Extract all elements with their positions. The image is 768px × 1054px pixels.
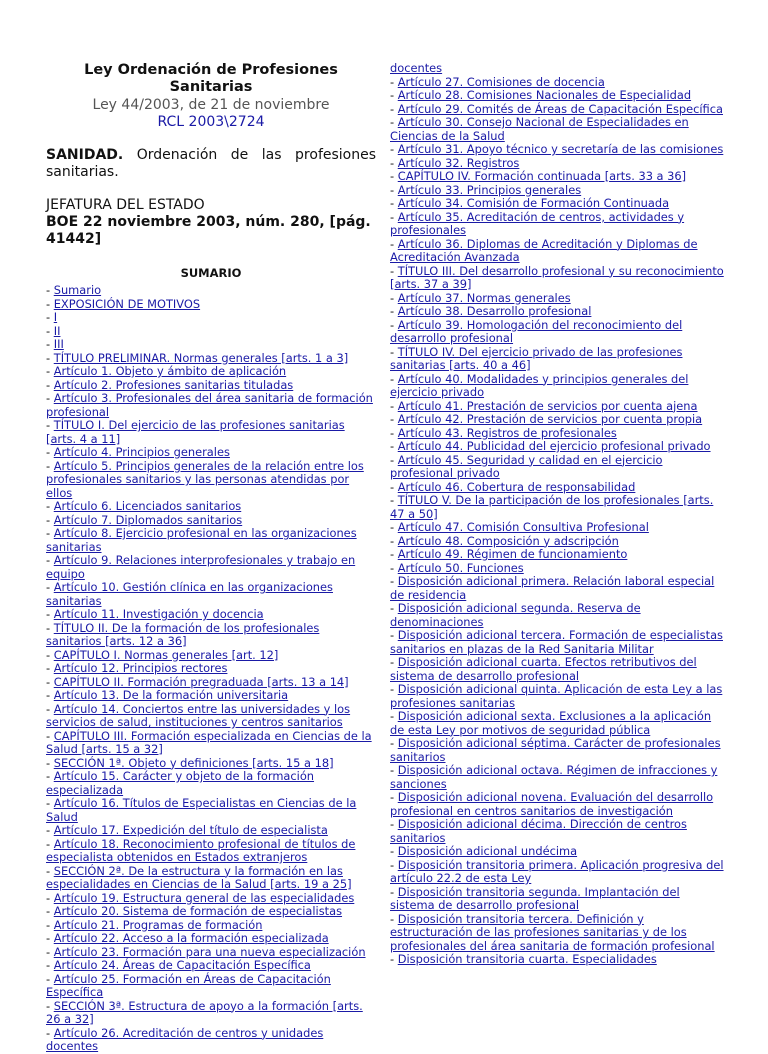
toc-dash: - bbox=[46, 445, 54, 459]
toc-link[interactable]: Disposición adicional séptima. Carácter de profesionales sanitarios bbox=[390, 736, 721, 764]
toc-link[interactable]: SECCIÓN 2ª. De la estructura y la formación en las especialidades en Ciencias de la Salud [arts. 19 a 25] bbox=[46, 863, 352, 891]
toc-item bbox=[46, 284, 376, 298]
toc-link[interactable]: Disposición adicional segunda. Reserva de denominaciones bbox=[390, 601, 641, 629]
toc-item bbox=[390, 494, 725, 521]
toc-dash: - bbox=[390, 844, 398, 858]
toc-link[interactable]: Artículo 30. Consejo Nacional de Especialidades en Ciencias de la Salud bbox=[390, 115, 689, 143]
toc-dash: - bbox=[390, 547, 398, 561]
toc-item bbox=[390, 197, 725, 211]
toc-link[interactable]: Artículo 36. Diplomas de Acreditación y Diplomas de Acreditación Avanzada bbox=[390, 236, 698, 264]
toc-item bbox=[390, 710, 725, 737]
toc-item bbox=[46, 527, 376, 554]
toc-dash: - bbox=[46, 836, 54, 851]
toc-dash: - bbox=[46, 904, 54, 918]
toc-link[interactable]: Disposición adicional undécima bbox=[397, 844, 578, 858]
toc-dash: - bbox=[46, 769, 54, 783]
toc-item bbox=[46, 676, 376, 690]
toc-link[interactable]: Artículo 11. Investigación y docencia bbox=[53, 607, 264, 621]
toc-link[interactable]: Artículo 13. De la formación universitaria bbox=[53, 688, 289, 702]
toc-dash: - bbox=[390, 304, 398, 318]
toc-link[interactable]: Artículo 18. Reconocimiento profesional de títulos de especialista obtenidos en Estados extranjeros bbox=[46, 836, 356, 864]
toc-link[interactable]: Artículo 15. Carácter y objeto de la formación especializada bbox=[46, 769, 315, 797]
toc-item bbox=[46, 298, 376, 312]
toc-dash: - bbox=[46, 526, 54, 540]
toc-link[interactable]: Artículo 46. Cobertura de responsabilidad bbox=[397, 479, 636, 494]
toc-item bbox=[390, 886, 725, 913]
toc-item bbox=[390, 76, 725, 90]
toc-link[interactable]: Artículo 17. Expedición del título de especialista bbox=[53, 823, 328, 837]
toc-dash: - bbox=[46, 647, 54, 662]
toc-dash: - bbox=[390, 736, 398, 750]
toc-dash: - bbox=[390, 533, 398, 548]
toc-item bbox=[390, 292, 725, 306]
toc-link[interactable]: Disposición transitoria primera. Aplicación progresiva del artículo 22.2 de esta Ley bbox=[390, 857, 724, 885]
toc-item bbox=[46, 392, 376, 419]
toc-dash: - bbox=[46, 418, 54, 432]
toc-link[interactable]: Artículo 49. Régimen de funcionamiento bbox=[397, 547, 628, 561]
toc-item bbox=[46, 865, 376, 892]
rcl-reference: RCL 2003\2724 bbox=[157, 114, 265, 130]
toc-dash: - bbox=[46, 755, 54, 770]
toc-item bbox=[390, 305, 725, 319]
toc-item bbox=[390, 602, 725, 629]
toc-dash: - bbox=[390, 88, 398, 102]
toc-link[interactable]: Sumario bbox=[53, 283, 102, 297]
toc-link[interactable]: docentes bbox=[390, 61, 443, 75]
toc-dash: - bbox=[390, 709, 398, 723]
toc-dash: - bbox=[46, 863, 54, 878]
toc-item bbox=[390, 440, 725, 454]
toc-dash: - bbox=[46, 499, 54, 513]
toc-dash: - bbox=[390, 398, 398, 413]
toc-item bbox=[390, 211, 725, 238]
toc-link[interactable]: Disposición adicional octava. Régimen de infracciones y sanciones bbox=[390, 763, 718, 791]
toc-item bbox=[390, 143, 725, 157]
toc-link[interactable]: Artículo 28. Comisiones Nacionales de Especialidad bbox=[397, 88, 692, 102]
toc-item bbox=[46, 824, 376, 838]
toc-link[interactable]: TÍTULO II. De la formación de los profesionales sanitarios [arts. 12 a 36] bbox=[46, 620, 320, 648]
toc-item bbox=[46, 311, 376, 325]
toc-link[interactable]: Artículo 48. Composición y adscripción bbox=[397, 533, 619, 548]
toc-link[interactable]: Artículo 4. Principios generales bbox=[53, 445, 230, 459]
sanidad-paragraph bbox=[46, 147, 376, 181]
toc-dash: - bbox=[46, 607, 54, 621]
toc-item bbox=[46, 649, 376, 663]
toc-item bbox=[46, 946, 376, 960]
toc-link[interactable]: III bbox=[53, 337, 64, 351]
toc-link[interactable]: Disposición transitoria cuarta. Especialidades bbox=[397, 952, 657, 966]
toc-dash: - bbox=[390, 439, 398, 453]
toc-item bbox=[390, 319, 725, 346]
toc-link[interactable]: Disposición adicional primera. Relación laboral especial de residencia bbox=[390, 574, 715, 602]
toc-item bbox=[46, 338, 376, 352]
toc-dash: - bbox=[46, 958, 54, 972]
toc-link[interactable]: EXPOSICIÓN DE MOTIVOS bbox=[53, 296, 201, 311]
toc-item bbox=[390, 265, 725, 292]
toc-link[interactable]: Artículo 41. Prestación de servicios por cuenta ajena bbox=[397, 398, 698, 413]
toc-dash: - bbox=[46, 310, 54, 324]
toc-dash: - bbox=[390, 560, 398, 575]
sanidad-text: Ordenación de las profesiones sanitarias. bbox=[46, 147, 377, 180]
toc-item bbox=[46, 757, 376, 771]
toc-dash: - bbox=[46, 580, 54, 594]
toc-dash: - bbox=[46, 728, 54, 743]
toc-link[interactable]: Artículo 23. Formación para una nueva especialización bbox=[53, 944, 366, 959]
toc-item bbox=[46, 662, 376, 676]
toc-dash: - bbox=[46, 364, 54, 378]
toc-dash: - bbox=[46, 823, 54, 837]
toc-item bbox=[46, 770, 376, 797]
toc-link[interactable]: Disposición adicional tercera. Formación de especialistas sanitarios en plazas de la Red Sanitaria Militar bbox=[390, 628, 723, 656]
toc-dash: - bbox=[46, 323, 54, 338]
toc-dash: - bbox=[390, 263, 398, 278]
toc-dash: - bbox=[390, 371, 398, 386]
toc-dash: - bbox=[46, 1025, 54, 1040]
toc-item bbox=[390, 481, 725, 495]
toc-dash: - bbox=[46, 890, 54, 905]
toc-item bbox=[390, 845, 725, 859]
right-column bbox=[390, 62, 725, 967]
toc-item bbox=[46, 1027, 376, 1054]
toc-dash: - bbox=[390, 317, 398, 332]
toc-link[interactable]: TÍTULO III. Del desarrollo profesional y su reconocimiento [arts. 37 a 39] bbox=[390, 263, 724, 291]
toc-link[interactable]: Artículo 7. Diplomados sanitarios bbox=[53, 512, 243, 527]
toc-item bbox=[390, 238, 725, 265]
toc-item bbox=[390, 764, 725, 791]
toc-dash: - bbox=[390, 452, 398, 467]
toc-item bbox=[46, 892, 376, 906]
toc-item bbox=[46, 703, 376, 730]
toc-item bbox=[390, 548, 725, 562]
toc-dash: - bbox=[390, 952, 398, 966]
toc-link[interactable]: Disposición adicional quinta. Aplicación de esta Ley a las profesiones sanitarias bbox=[390, 682, 723, 710]
toc-link[interactable]: Disposición adicional sexta. Exclusiones a la aplicación de esta Ley por motivos de seguridad pública bbox=[390, 709, 712, 737]
toc-link[interactable]: CAPÍTULO IV. Formación continuada [arts. 33 a 36] bbox=[397, 169, 687, 183]
toc-left-list bbox=[46, 284, 376, 1054]
sanidad-label: SANIDAD. bbox=[46, 147, 124, 163]
toc-link[interactable]: Artículo 9. Relaciones interprofesionales y trabajo en equipo bbox=[46, 553, 356, 581]
toc-dash: - bbox=[46, 512, 54, 527]
toc-item bbox=[390, 953, 725, 967]
toc-link[interactable]: Artículo 38. Desarrollo profesional bbox=[397, 304, 592, 318]
toc-link[interactable]: TÍTULO IV. Del ejercicio privado de las profesiones sanitarias [arts. 40 a 46] bbox=[390, 344, 683, 372]
toc-link[interactable]: Artículo 16. Títulos de Especialistas en Ciencias de la Salud bbox=[46, 796, 357, 824]
toc-dash: - bbox=[46, 931, 54, 945]
toc-link[interactable]: Artículo 20. Sistema de formación de especialistas bbox=[53, 904, 343, 918]
toc-link[interactable]: Artículo 26. Acreditación de centros y unidades docentes bbox=[46, 1025, 324, 1053]
toc-item bbox=[46, 446, 376, 460]
toc-item bbox=[46, 622, 376, 649]
toc-link[interactable]: CAPÍTULO I. Normas generales [art. 12] bbox=[53, 647, 279, 662]
toc-link[interactable]: Artículo 5. Principios generales de la relación entre los profesionales sanitarios y las personas atendidas por ellos bbox=[46, 458, 364, 500]
toc-item bbox=[46, 932, 376, 946]
toc-link[interactable]: Artículo 31. Apoyo técnico y secretaría de las comisiones bbox=[397, 142, 724, 156]
toc-item bbox=[390, 859, 725, 886]
toc-item bbox=[390, 562, 725, 576]
toc-link[interactable]: Artículo 2. Profesiones sanitarias tituladas bbox=[53, 377, 294, 392]
toc-dash: - bbox=[390, 101, 398, 116]
toc-link[interactable]: Artículo 43. Registros de profesionales bbox=[397, 425, 617, 440]
toc-dash: - bbox=[46, 620, 54, 635]
toc-link[interactable]: Artículo 27. Comisiones de docencia bbox=[397, 74, 605, 89]
toc-item bbox=[390, 157, 725, 171]
toc-link[interactable]: Artículo 24. Áreas de Capacitación Específica bbox=[53, 958, 311, 972]
toc-dash: - bbox=[390, 857, 398, 872]
toc-dash: - bbox=[390, 790, 398, 804]
toc-item bbox=[390, 89, 725, 103]
toc-item bbox=[46, 689, 376, 703]
toc-link[interactable]: Artículo 44. Publicidad del ejercicio profesional privado bbox=[397, 439, 711, 453]
toc-link[interactable]: Artículo 37. Normas generales bbox=[397, 290, 571, 305]
toc-dash: - bbox=[390, 196, 398, 210]
toc-dash: - bbox=[46, 944, 54, 959]
toc-link[interactable]: Artículo 3. Profesionales del área sanitaria de formación profesional bbox=[46, 391, 373, 419]
toc-item bbox=[46, 581, 376, 608]
toc-dash: - bbox=[390, 884, 398, 899]
toc-link[interactable]: Disposición adicional cuarta. Efectos retributivos del sistema de desarrollo profesional bbox=[390, 655, 697, 683]
toc-dash: - bbox=[390, 412, 398, 426]
toc-dash: - bbox=[390, 817, 398, 831]
toc-dash: - bbox=[46, 350, 54, 365]
jefatura-line: JEFATURA DEL ESTADO bbox=[46, 197, 205, 213]
toc-item bbox=[46, 973, 376, 1000]
toc-link[interactable]: Artículo 8. Ejercicio profesional en las organizaciones sanitarias bbox=[46, 526, 357, 554]
toc-link[interactable]: Artículo 19. Estructura general de las especialidades bbox=[53, 890, 355, 905]
toc-dash: - bbox=[390, 763, 398, 777]
toc-item bbox=[46, 325, 376, 339]
toc-item bbox=[390, 521, 725, 535]
toc-link[interactable]: Artículo 22. Acceso a la formación especializada bbox=[53, 931, 329, 945]
toc-item bbox=[46, 608, 376, 622]
toc-link[interactable]: Artículo 29. Comités de Áreas de Capacitación Específica bbox=[397, 101, 723, 116]
toc-link[interactable]: Artículo 50. Funciones bbox=[397, 560, 524, 575]
toc-item bbox=[46, 905, 376, 919]
toc-right-list bbox=[390, 62, 725, 967]
toc-item bbox=[46, 797, 376, 824]
toc-link[interactable]: II bbox=[53, 323, 61, 338]
toc-link[interactable]: Artículo 39. Homologación del reconocimiento del desarrollo profesional bbox=[390, 317, 683, 345]
toc-link[interactable]: Artículo 35. Acreditación de centros, actividades y profesionales bbox=[390, 209, 685, 237]
toc-link[interactable]: Artículo 10. Gestión clínica en las organizaciones sanitarias bbox=[46, 580, 333, 608]
toc-item bbox=[390, 103, 725, 117]
toc-item bbox=[390, 535, 725, 549]
toc-link[interactable]: CAPÍTULO III. Formación especializada en Ciencias de la Salud [arts. 15 a 32] bbox=[46, 728, 372, 756]
toc-dash: - bbox=[390, 209, 398, 224]
toc-link[interactable]: Disposición adicional décima. Dirección de centros sanitarios bbox=[390, 817, 687, 845]
toc-item bbox=[390, 116, 725, 143]
sumario-heading: SUMARIO bbox=[180, 266, 242, 280]
toc-item bbox=[390, 575, 725, 602]
toc-item bbox=[46, 919, 376, 933]
toc-dash: - bbox=[390, 290, 398, 305]
toc-dash: - bbox=[46, 674, 54, 689]
toc-item bbox=[46, 838, 376, 865]
toc-link[interactable]: Artículo 6. Licenciados sanitarios bbox=[53, 499, 242, 513]
toc-link[interactable]: TÍTULO PRELIMINAR. Normas generales [arts. 1 a 3] bbox=[53, 350, 349, 365]
toc-link[interactable]: Artículo 34. Comisión de Formación Continuada bbox=[397, 196, 670, 210]
toc-item bbox=[46, 352, 376, 366]
toc-item bbox=[390, 737, 725, 764]
toc-link[interactable]: Artículo 25. Formación en Áreas de Capacitación Específica bbox=[46, 971, 331, 999]
toc-dash: - bbox=[46, 998, 54, 1013]
toc-dash: - bbox=[390, 682, 398, 696]
toc-dash: - bbox=[390, 493, 398, 507]
toc-link[interactable]: Artículo 47. Comisión Consultiva Profesional bbox=[397, 520, 649, 534]
toc-dash: - bbox=[390, 425, 398, 440]
toc-dash: - bbox=[390, 169, 398, 183]
toc-link[interactable]: Disposición transitoria segunda. Implantación del sistema de desarrollo profesional bbox=[390, 884, 680, 912]
toc-item bbox=[390, 413, 725, 427]
toc-link[interactable]: Artículo 21. Programas de formación bbox=[53, 917, 263, 932]
toc-item bbox=[390, 427, 725, 441]
toc-item bbox=[46, 1000, 376, 1027]
toc-dash: - bbox=[390, 520, 398, 534]
toc-item bbox=[46, 419, 376, 446]
toc-link[interactable]: TÍTULO V. De la participación de los profesionales [arts. 47 a 50] bbox=[390, 493, 714, 521]
toc-link[interactable]: SECCIÓN 3ª. Estructura de apoyo a la formación [arts. 26 a 32] bbox=[46, 998, 363, 1026]
toc-link[interactable]: Artículo 42. Prestación de servicios por cuenta propia bbox=[397, 412, 703, 426]
toc-link[interactable]: Disposición transitoria tercera. Definición y estructuración de las profesiones sanitarias y de los profesionales del área sanitaria de formación profesional bbox=[390, 911, 715, 953]
toc-item bbox=[390, 683, 725, 710]
toc-dash: - bbox=[390, 115, 398, 129]
toc-item bbox=[46, 514, 376, 528]
toc-dash: - bbox=[46, 971, 54, 986]
toc-dash: - bbox=[390, 155, 398, 170]
toc-item bbox=[390, 62, 725, 76]
toc-dash: - bbox=[46, 458, 54, 473]
toc-dash: - bbox=[46, 337, 54, 351]
left-column bbox=[46, 62, 376, 1054]
toc-item bbox=[390, 373, 725, 400]
toc-item bbox=[390, 170, 725, 184]
toc-dash: - bbox=[46, 377, 54, 392]
toc-dash: - bbox=[390, 479, 398, 494]
toc-dash: - bbox=[46, 688, 54, 702]
toc-item bbox=[46, 554, 376, 581]
toc-dash: - bbox=[390, 182, 398, 197]
toc-link[interactable]: CAPÍTULO II. Formación pregraduada [arts. 13 a 14] bbox=[53, 674, 349, 689]
toc-item bbox=[390, 400, 725, 414]
toc-item bbox=[390, 656, 725, 683]
toc-dash: - bbox=[390, 601, 398, 615]
toc-item bbox=[390, 913, 725, 954]
toc-item bbox=[46, 379, 376, 393]
toc-dash: - bbox=[390, 628, 398, 642]
document-title: Ley Ordenación de Profesiones Sanitarias bbox=[84, 62, 338, 95]
toc-link[interactable]: Disposición adicional novena. Evaluación del desarrollo profesional en centros sanitarios de investigación bbox=[390, 790, 714, 818]
toc-dash: - bbox=[46, 661, 54, 675]
toc-link[interactable]: Artículo 12. Principios rectores bbox=[53, 661, 228, 675]
toc-item bbox=[390, 818, 725, 845]
toc-item bbox=[46, 500, 376, 514]
toc-link[interactable]: Artículo 32. Registros bbox=[397, 155, 520, 170]
toc-link[interactable]: Artículo 40. Modalidades y principios generales del ejercicio privado bbox=[390, 371, 689, 399]
toc-dash: - bbox=[390, 344, 398, 359]
toc-dash: - bbox=[46, 391, 54, 405]
toc-dash: - bbox=[46, 283, 54, 297]
toc-item bbox=[390, 454, 725, 481]
toc-dash: - bbox=[390, 74, 398, 89]
toc-link[interactable]: Artículo 45. Seguridad y calidad en el ejercicio profesional privado bbox=[390, 452, 663, 480]
toc-item bbox=[390, 791, 725, 818]
boe-reference: BOE 22 noviembre 2003, núm. 280, [pág. 41442] bbox=[46, 214, 371, 247]
toc-dash: - bbox=[390, 142, 398, 156]
toc-link[interactable]: Artículo 14. Conciertos entre las universidades y los servicios de salud, instituciones y centros sanitarios bbox=[46, 701, 351, 729]
toc-dash: - bbox=[390, 655, 398, 669]
toc-dash: - bbox=[390, 911, 398, 926]
toc-item bbox=[390, 346, 725, 373]
toc-item bbox=[390, 184, 725, 198]
toc-link[interactable]: I bbox=[53, 310, 58, 324]
toc-dash: - bbox=[46, 917, 54, 932]
toc-dash: - bbox=[46, 296, 54, 311]
toc-link[interactable]: SECCIÓN 1ª. Objeto y definiciones [arts. 15 a 18] bbox=[53, 755, 334, 770]
toc-dash: - bbox=[46, 701, 54, 716]
document-subtitle: Ley 44/2003, de 21 de noviembre bbox=[92, 97, 330, 113]
toc-dash: - bbox=[46, 796, 54, 810]
toc-dash: - bbox=[46, 553, 54, 567]
toc-dash: - bbox=[390, 574, 398, 588]
toc-link[interactable]: Artículo 1. Objeto y ámbito de aplicación bbox=[53, 364, 287, 378]
toc-item bbox=[46, 365, 376, 379]
toc-link[interactable]: Artículo 33. Principios generales bbox=[397, 182, 582, 197]
toc-item bbox=[390, 629, 725, 656]
toc-link[interactable]: TÍTULO I. Del ejercicio de las profesiones sanitarias [arts. 4 a 11] bbox=[46, 418, 345, 446]
toc-dash: - bbox=[390, 236, 398, 251]
toc-item bbox=[46, 959, 376, 973]
toc-item bbox=[46, 460, 376, 501]
toc-item bbox=[46, 730, 376, 757]
